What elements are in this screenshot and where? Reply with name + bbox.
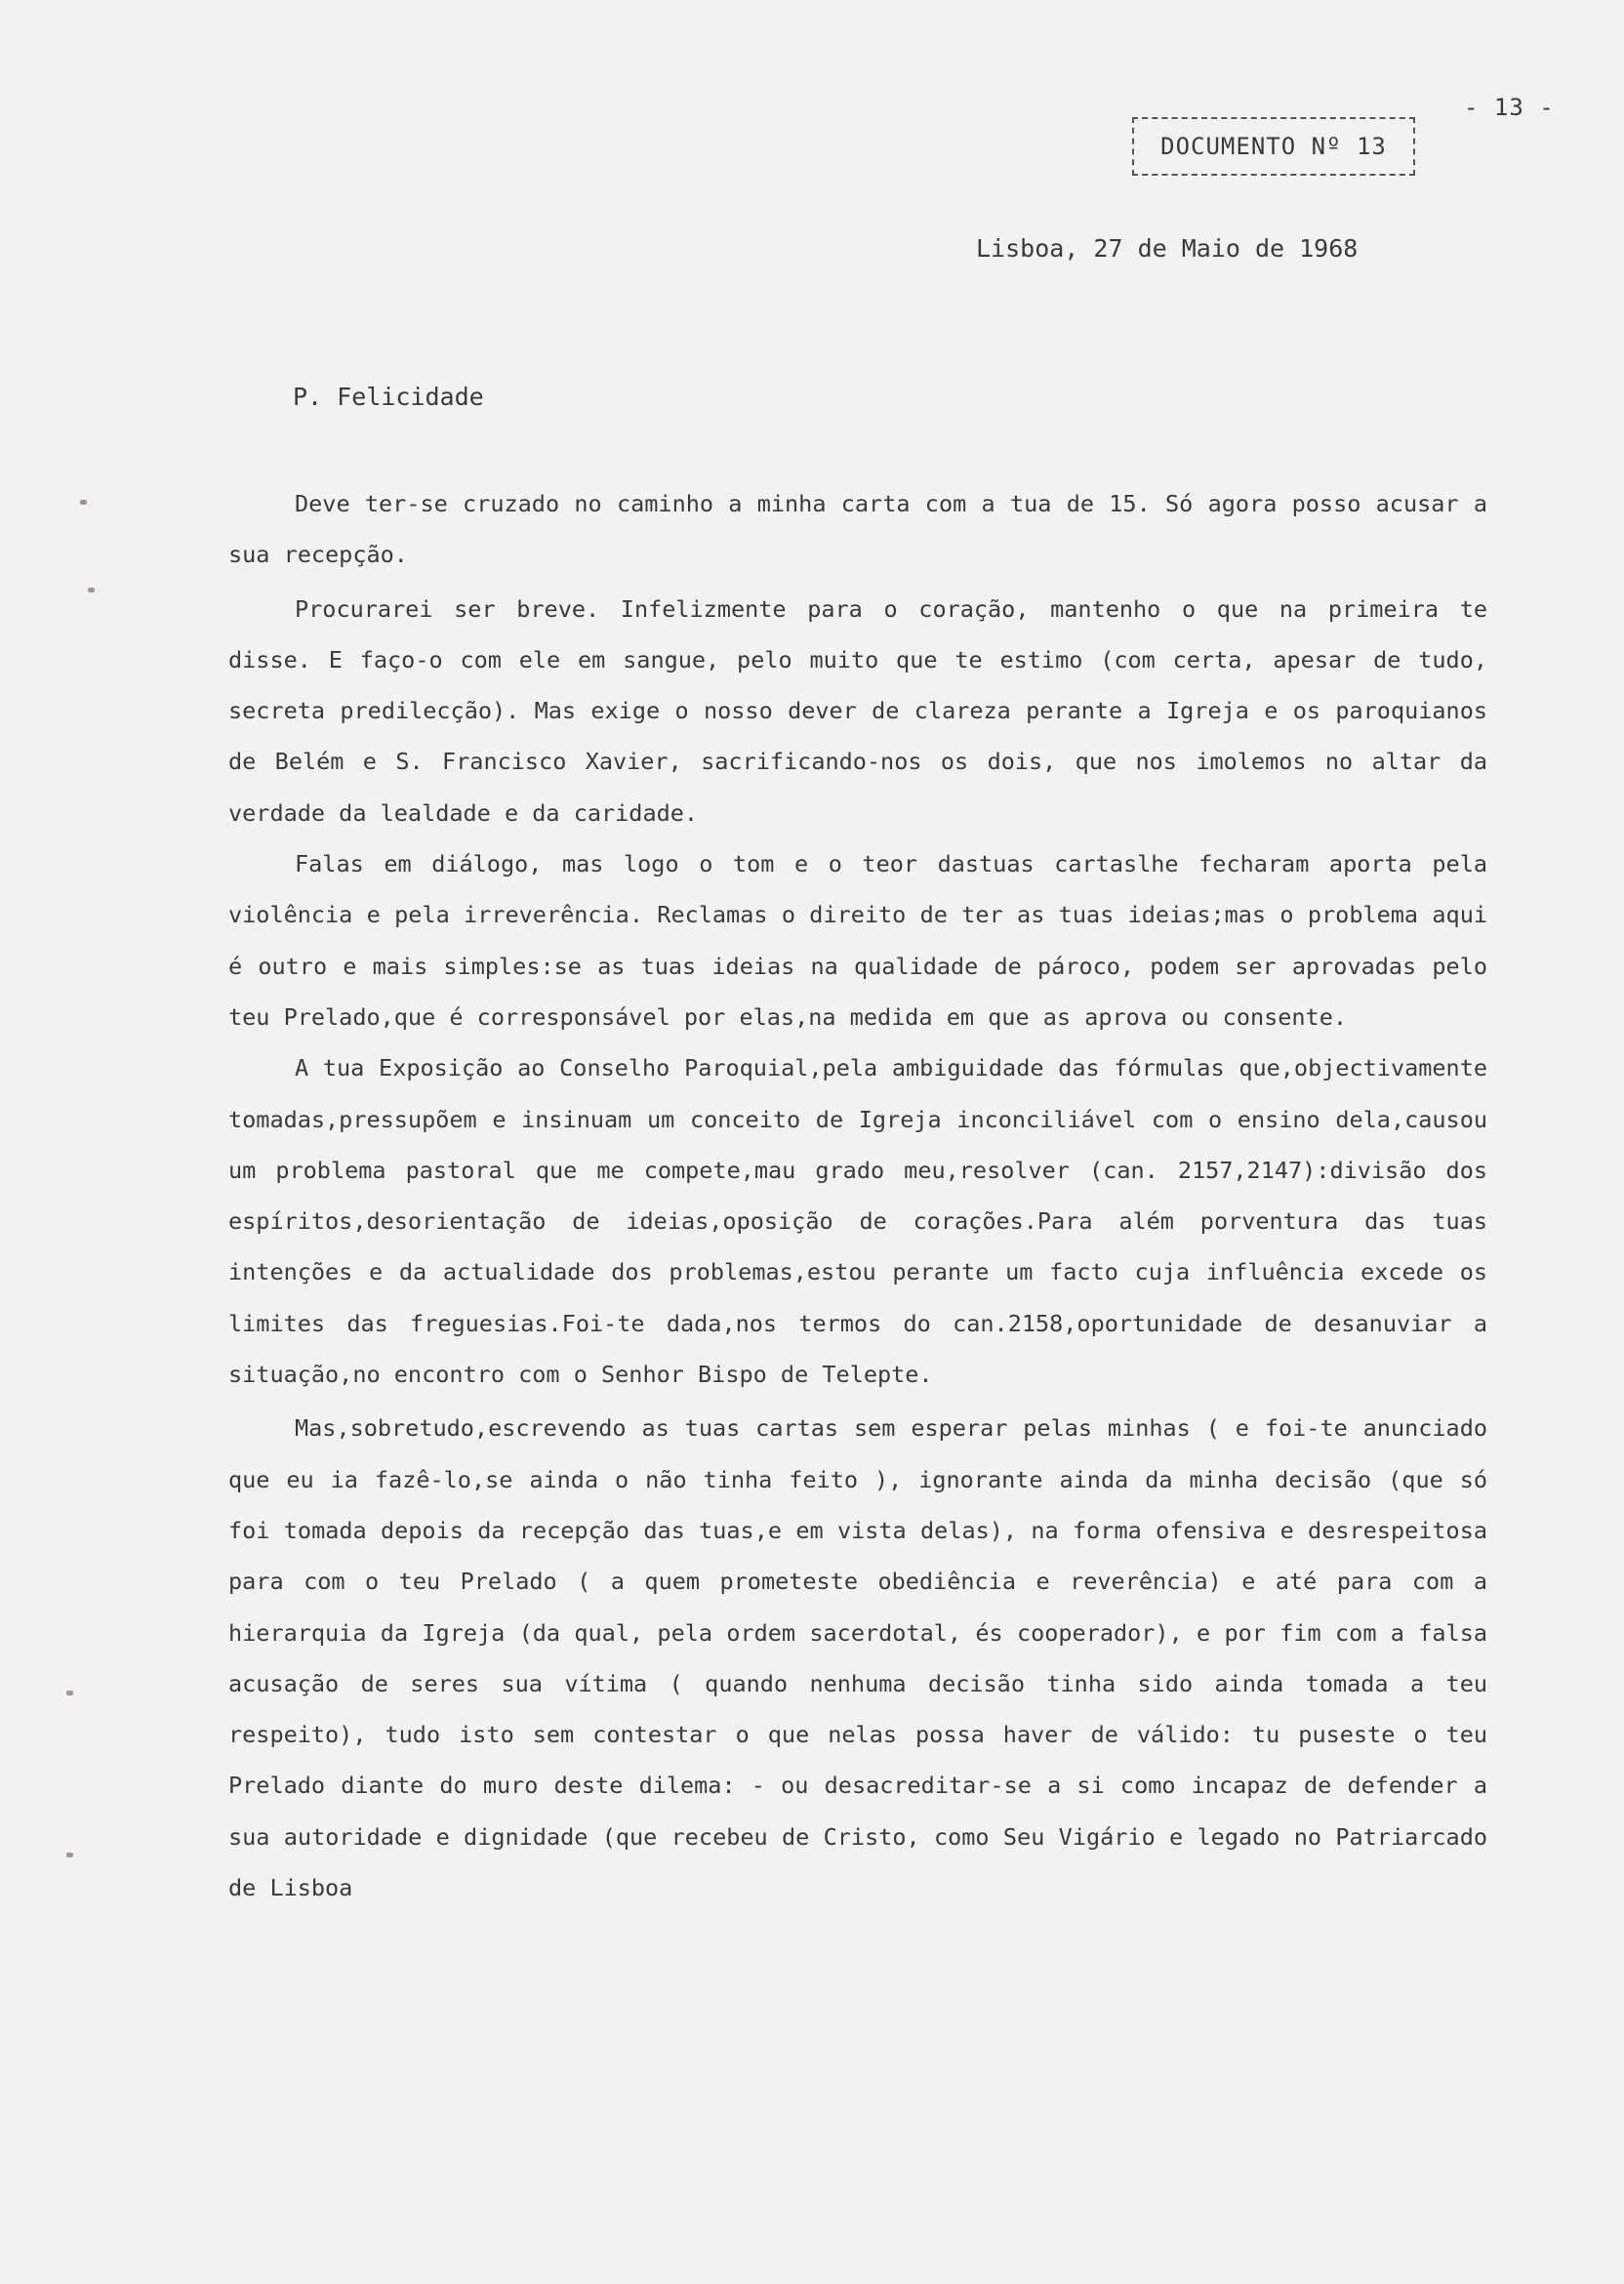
date-line: Lisboa, 27 de Maio de 1968 xyxy=(976,234,1359,263)
margin-mark xyxy=(66,1853,73,1857)
paragraph-text: Deve ter-se cruzado no caminho a minha carta com a tua de 15. Só agora posso acusar a sua recepção. xyxy=(228,490,1487,569)
document-label-box xyxy=(1132,117,1415,176)
paragraph xyxy=(228,584,1487,838)
margin-mark xyxy=(66,1691,73,1695)
paragraph xyxy=(228,1042,1487,1400)
margin-mark xyxy=(80,500,87,505)
salutation: P. Felicidade xyxy=(293,383,484,411)
paragraph xyxy=(228,838,1487,1042)
paragraph xyxy=(228,478,1487,581)
paragraph-text: Procurarei ser breve. Infelizmente para o coração, mantenho o que na primeira te disse. E faço-o com ele em sangue, pelo muito que te estimo (com certa, apesar de tudo, secreta predilecção). Mas exige o nosso dever de clareza perante a Igreja e os paroquianos de Belém e S. Francisco Xavier, sacrificando-nos os dois, que nos imolemos no altar da verdade da lealdade e da caridade. xyxy=(228,594,1487,827)
paragraph-text: A tua Exposição ao Conselho Paroquial,pela ambiguidade das fórmulas que,objectivamente tomadas,pressupõem e insinuam um conceito de Igreja inconciliável com o ensino dela,causou um problema pastoral que me compete,mau grado meu,resolver (can. 2157,2147):divisão dos espíritos,desorientação de ideias,oposição de corações.Para além porventura das tuas intenções e da actualidade dos problemas,estou perante um facto cuja influência excede os limites das freguesias.Foi-te dada,nos termos do can.2158,oportunidade de desanuviar a situação,no encontro com o Senhor Bispo de Telepte. xyxy=(228,1054,1487,1389)
paragraph xyxy=(228,1403,1487,1913)
document-label: DOCUMENTO Nº 13 xyxy=(1160,133,1387,160)
page-number: - 13 - xyxy=(1464,94,1555,121)
margin-mark xyxy=(88,588,95,592)
letter-body xyxy=(228,478,1487,1913)
paragraph-text: Mas,sobretudo,escrevendo as tuas cartas sem esperar pelas minhas ( e foi-te anunciado que eu ia fazê-lo,se ainda o não tinha feito ), ignorante ainda da minha decisão (que só foi tomada depois da recepção das tuas,e em vista delas), na forma ofensiva e desrespeitosa para com o teu Prelado ( a quem prometeste obediência e reverência) e até para com a hierarquia da Igreja (da qual, pela ordem sacerdotal, és cooperador), e por fim com a falsa acusação de seres sua vítima ( quando nenhuma decisão tinha sido ainda tomada a teu respeito), tudo isto sem contestar o que nelas possa haver de válido: tu puseste o teu Prelado diante do muro deste dilema: - ou desacreditar-se a si como incapaz de defender a sua autoridade e dignidade (que recebeu de Cristo, como Seu Vigário e legado no Patriarcado de Lisboa xyxy=(228,1414,1487,1902)
paragraph-text: Falas em diálogo, mas logo o tom e o teor dastuas cartaslhe fecharam aporta pela violência e pela irreverência. Reclamas o direito de ter as tuas ideias;mas o problema aqui é outro e mais simples:se as tuas ideias na qualidade de pároco, podem ser aprovadas pelo teu Prelado,que é corresponsável por elas,na medida em que as aprova ou consente. xyxy=(228,850,1487,1031)
